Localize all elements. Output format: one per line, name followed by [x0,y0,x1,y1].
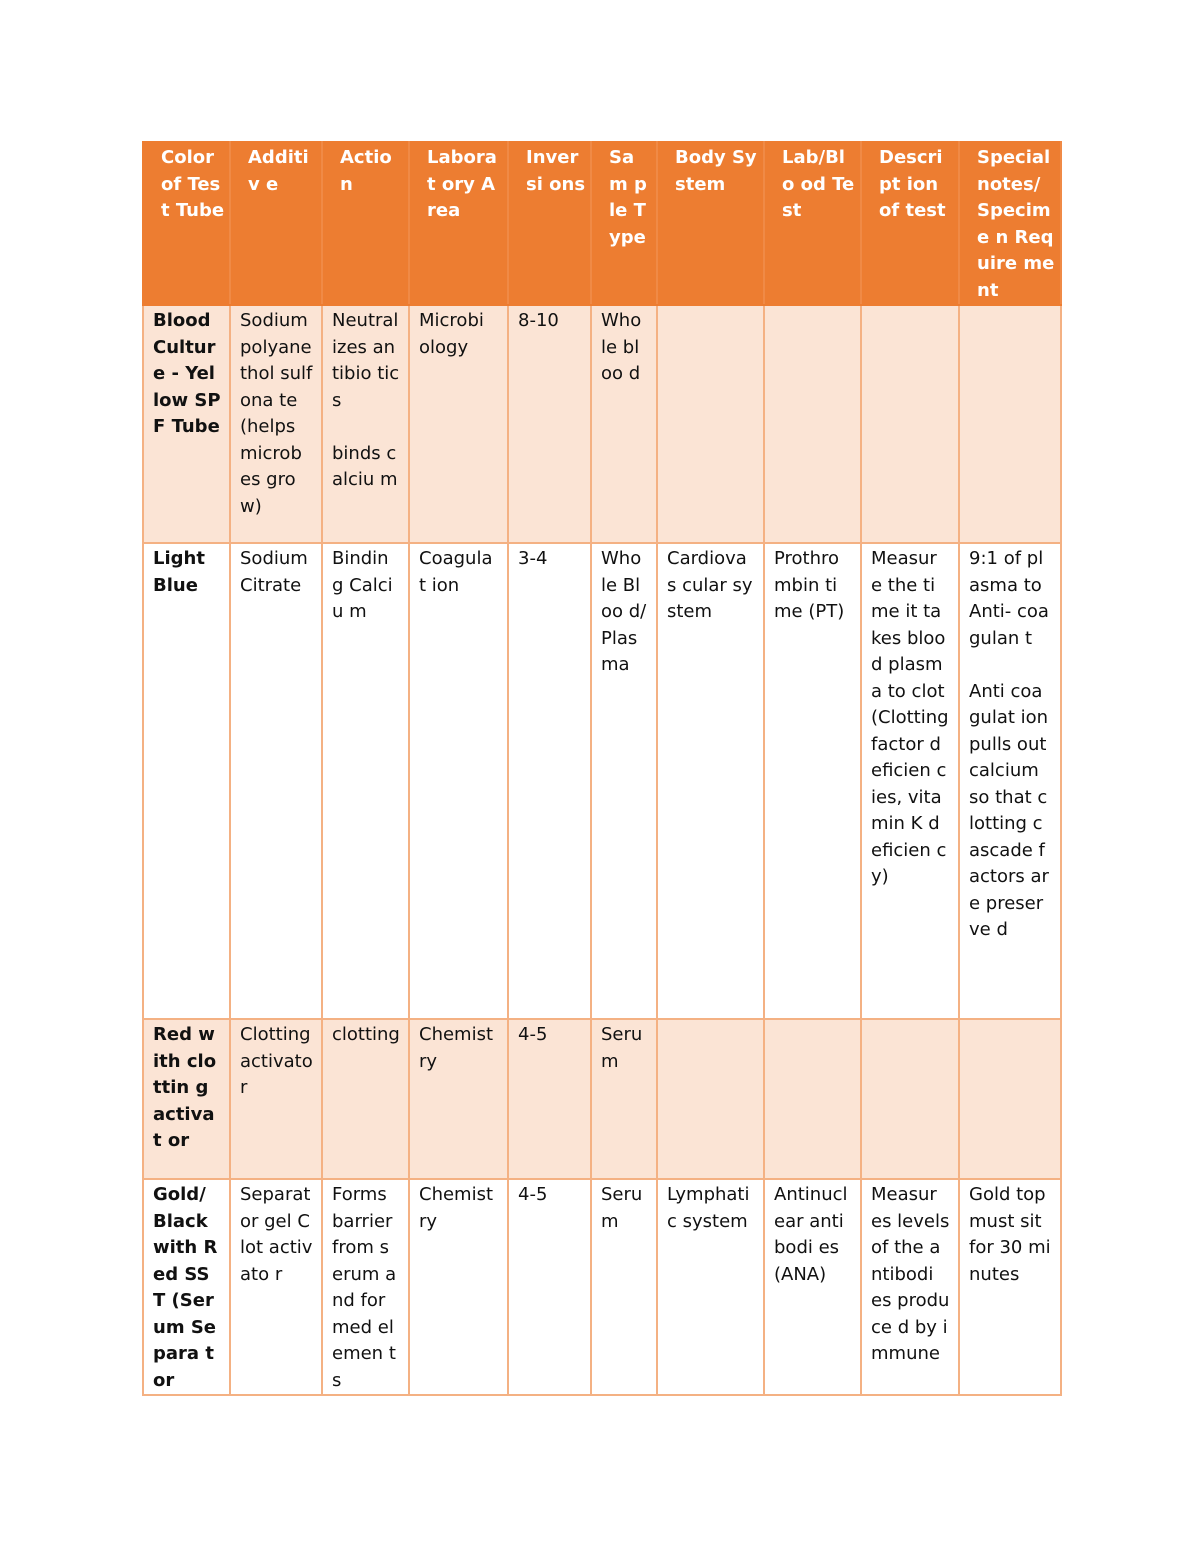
table-row [143,1019,1061,1179]
table-cell: Gold top must sit for 30 minutes [959,1179,1061,1395]
table-cell [959,1019,1061,1179]
table-cell: Forms barrier from serum and formed elemen ts [322,1179,409,1395]
table-cell [657,1019,764,1179]
table-cell: Clotting activato r [230,1019,322,1179]
table-cell: Light Blue [143,543,230,1019]
header-cell-color-of-test-tube: Color of Test Tube [143,142,230,305]
table-cell: Measur es levels of the antibodi es produce d by immune [861,1179,959,1395]
table-cell: Antinucl ear antibodi es (ANA) [764,1179,861,1395]
table-cell: 9:1 of plasma to Anti- coagulan t Anti coagulat ion pulls out calcium so that clotting cascade factors are preserve d [959,543,1061,1019]
table-cell: Neutral izes antibio tics binds calciu m [322,305,409,543]
table-cell [764,1019,861,1179]
header-cell-laboratory-area: Laborat ory Area [409,142,508,305]
table-cell: 4-5 [508,1179,591,1395]
table-row [143,543,1061,1019]
header-cell-lab-blood-test: Lab/Blo od Test [764,142,861,305]
table-cell [657,305,764,543]
table-row [143,1179,1061,1395]
table-cell: Binding Calciu m [322,543,409,1019]
table-cell [861,1019,959,1179]
table-cell: Gold/ Black with Red SST (Serum Separa tor [143,1179,230,1395]
header-cell-action: Action [322,142,409,305]
table-cell: Chemist ry [409,1019,508,1179]
header-cell-inversions: Inversi ons [508,142,591,305]
table-cell [764,305,861,543]
table-cell: Seru m [591,1019,657,1179]
table-cell: Lymphati c system [657,1179,764,1395]
table-cell: Microbi ology [409,305,508,543]
table-cell: clotting [322,1019,409,1179]
table-cell: Coagulat ion [409,543,508,1019]
header-cell-special-notes: Special notes/ Specime n Require ment [959,142,1061,305]
table-cell: Seru m [591,1179,657,1395]
table-cell: 3-4 [508,543,591,1019]
table-cell: Blood Culture - Yellow SPF Tube [143,305,230,543]
table-cell: Who le Bloo d/ Plas ma [591,543,657,1019]
table-cell: Sodium polyane thol sulfona te (helps microb es grow) [230,305,322,543]
table-cell: Who le bloo d [591,305,657,543]
table-cell: Prothro mbin time (PT) [764,543,861,1019]
table-cell [959,305,1061,543]
table-cell: Sodium Citrate [230,543,322,1019]
table-cell: Measur e the time it takes blood plasma to clot (Clotting factor deficien cies, vitamin K deficien cy) [861,543,959,1019]
table-cell: Separat or gel Clot activato r [230,1179,322,1395]
table-cell: Red with clottin g activat or [143,1019,230,1179]
header-cell-body-system: Body System [657,142,764,305]
table-cell: Cardiovas cular system [657,543,764,1019]
table-cell: 8-10 [508,305,591,543]
header-row [143,142,1061,305]
header-cell-description-of-test: Descript ion of test [861,142,959,305]
table-row [143,305,1061,543]
specimen-tube-table [142,141,1062,1396]
table-cell [861,305,959,543]
table-cell: Chemist ry [409,1179,508,1395]
table-cell: 4-5 [508,1019,591,1179]
header-cell-sample-type: Sam ple Type [591,142,657,305]
header-cell-additive: Additiv e [230,142,322,305]
